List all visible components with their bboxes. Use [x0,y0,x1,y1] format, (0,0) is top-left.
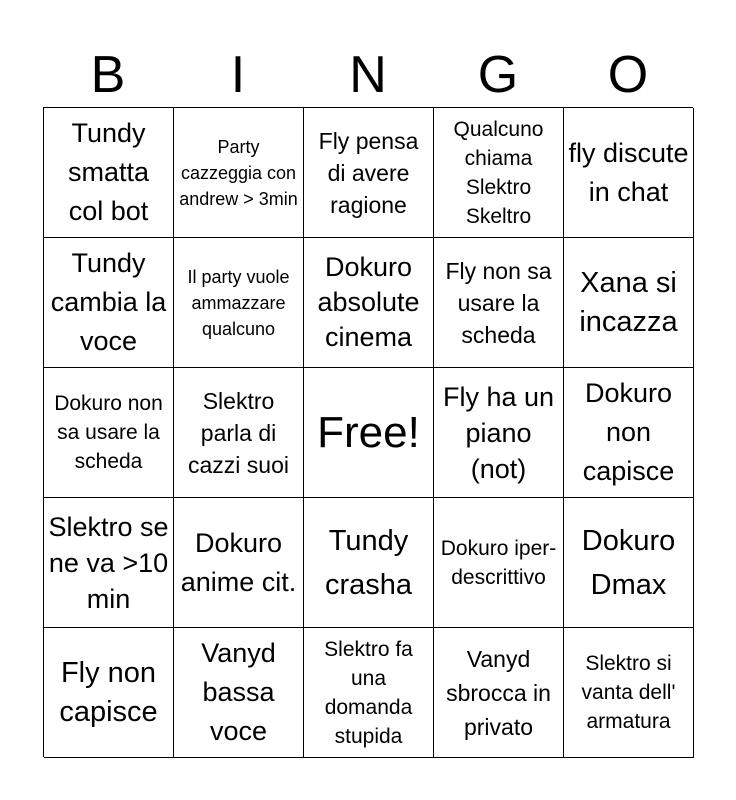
bingo-cell[interactable]: Qualcuno chiama Slektro Skeltro [434,108,564,238]
bingo-cell[interactable]: Dokuro anime cit. [174,498,304,628]
bingo-cell[interactable]: Fly non capisce [44,628,174,758]
bingo-cell[interactable]: fly discute in chat [564,108,694,238]
bingo-cell[interactable]: Dokuro non sa usare la scheda [44,368,174,498]
bingo-cell[interactable]: Dokuro Dmax [564,498,694,628]
bingo-cell[interactable]: Vanyd bassa voce [174,628,304,758]
bingo-free-cell[interactable]: Free! [304,368,434,498]
bingo-cell[interactable]: Dokuro iper-descrittivo [434,498,564,628]
bingo-cell[interactable]: Il party vuole ammazzare qualcuno [174,238,304,368]
bingo-cell[interactable]: Fly ha un piano (not) [434,368,564,498]
bingo-cell[interactable]: Tundy crasha [304,498,434,628]
bingo-cell[interactable]: Slektro fa una domanda stupida [304,628,434,758]
bingo-grid [43,107,693,757]
bingo-cell[interactable]: Dokuro non capisce [564,368,694,498]
bingo-cell[interactable]: Fly pensa di avere ragione [304,108,434,238]
bingo-cell[interactable]: Dokuro absolute cinema [304,238,434,368]
bingo-cell[interactable]: Party cazzeggia con andrew > 3min [174,108,304,238]
bingo-cell[interactable]: Tundy smatta col bot [44,108,174,238]
bingo-cell[interactable]: Slektro si vanta dell' armatura [564,628,694,758]
header-letter-n: N [349,46,387,104]
header-letter-o: O [607,46,649,104]
header-letter-g: G [477,46,519,104]
header-letter-i: I [230,46,246,104]
bingo-cell[interactable]: Slektro se ne va >10 min [44,498,174,628]
bingo-cell[interactable]: Xana si incazza [564,238,694,368]
bingo-cell[interactable]: Vanyd sbrocca in privato [434,628,564,758]
bingo-header [43,44,693,106]
bingo-cell[interactable]: Fly non sa usare la scheda [434,238,564,368]
bingo-cell[interactable]: Slektro parla di cazzi suoi [174,368,304,498]
header-letter-b: B [90,46,126,104]
bingo-cell[interactable]: Tundy cambia la voce [44,238,174,368]
